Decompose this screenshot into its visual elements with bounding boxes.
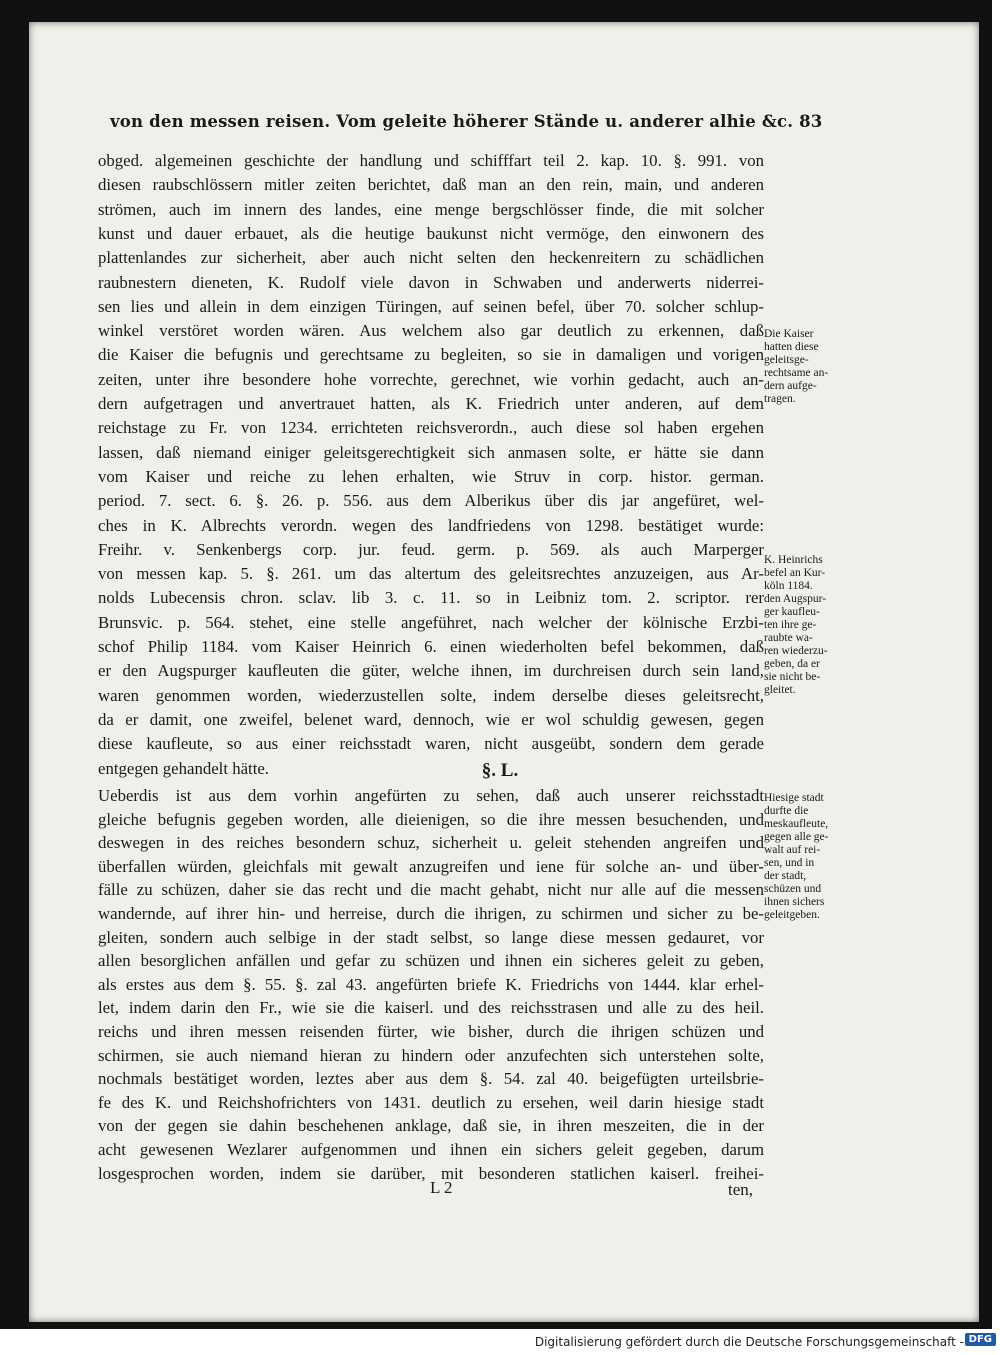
section-line: deswegen in des reiches besondern schuz, sicherheit u. geleit stehenden angreifen und: [98, 833, 764, 853]
section-line: überfallen würden, gleichfals mit gewalt anzugreifen und iene für solche an- und über-: [98, 856, 764, 876]
section-line: allen besorglichen anfällen und gefar zu schüzen und ihnen ein sicheres geleit zu geben,: [98, 951, 764, 971]
section-line: reichs und ihren messen reisenden fürter, wie bisher, durch die ihrigen schüzen und: [98, 1022, 764, 1041]
margin-note-line: sie nicht be-: [764, 671, 821, 683]
body-line: von messen kap. 5. §. 261. um das altertum des geleitsrechtes anzuzeigen, aus Ar-: [98, 564, 764, 584]
section-line: nochmals bestätiget worden, leztes aber aus dem §. 54. zal 40. beigefügten urteilsbrie-: [98, 1069, 764, 1089]
body-line: lassen, daß niemand einiger geleitsgerechtigkeit sich anmasen solte, er hätte sie dann: [98, 442, 764, 462]
body-line: schof Philip 1184. vom Kaiser Heinrich 6. einen wiederholten befel bekommen, daß: [98, 637, 764, 656]
body-line: waren genommen worden, wiederzustellen solte, indem derselbe dieses geleitsrecht,: [98, 685, 764, 705]
margin-note-line: ren wiederzu-: [764, 645, 828, 657]
margin-note-line: köln 1184.: [764, 580, 813, 592]
margin-note-line: ger kaufleu-: [764, 606, 820, 618]
margin-note-line: Die Kaiser: [764, 328, 814, 340]
margin-note-line: dern aufge-: [764, 380, 817, 392]
body-line: diese kaufleute, so aus einer reichsstadt waren, nicht ausgeübt, sondern dem gerade: [98, 734, 764, 754]
margin-note-line: tragen.: [764, 393, 796, 405]
body-line: vom Kaiser und reiche zu lehen erhalten, wie Struv in corp. histor. german.: [98, 466, 764, 486]
running-head: von den messen reisen. Vom geleite höherer Stände u. anderer alhie &c. 83: [110, 112, 823, 131]
margin-note-line: rechtsame an-: [764, 367, 829, 379]
body-line: strömen, auch im innern des landes, eine menge bergschlösser finde, die mit solcher: [98, 199, 764, 219]
margin-note-heinrich-befel: [764, 554, 848, 697]
margin-note-line: schüzen und: [764, 883, 822, 895]
margin-note-line: K. Heinrichs: [764, 554, 823, 566]
margin-note-hiesige-stadt: [764, 792, 848, 922]
body-line: nolds Lubecensis chron. sclav. lib 3. c. 11. so in Leibniz tom. 2. scriptor. rer: [98, 588, 764, 608]
section-line: fälle zu schüzen, daher sie das recht und die macht gehabt, nicht nur alle auf die messen: [98, 880, 764, 900]
margin-note-line: ten ihre ge-: [764, 619, 817, 631]
section-line: von der gegen sie dahin beschehenen anklage, daß sie, in ihren meszeiten, die in der: [98, 1116, 764, 1136]
section-line: gleiten, sondern auch selbige in der stadt selbst, so lange diese messen gedauret, vor: [98, 927, 764, 947]
margin-note-line: den Augspur-: [764, 593, 827, 605]
footer-credit: Digitalisierung gefördert durch die Deutsche Forschungsgemeinschaft -: [534, 1335, 964, 1349]
body-line: da er damit, one zweifel, belenet ward, dennoch, wie er wol schuldig gewesen, gegen: [98, 709, 764, 729]
margin-note-line: der stadt,: [764, 870, 807, 882]
margin-note-line: geleitsge-: [764, 354, 809, 366]
body-line: winkel verstöret worden wären. Aus welchem also gar deutlich zu erkennen, daß: [98, 321, 764, 341]
margin-note-line: geleitgeben.: [764, 909, 820, 921]
section-line: losgesprochen worden, indem sie darüber, mit besonderen statlichen kaiserl. freihei-: [98, 1163, 764, 1183]
body-line: plattenlandes zur sicherheit, aber auch nicht selten den heckenreitern zu schädlichen: [98, 248, 764, 268]
body-line: ches in K. Albrechts verordn. wegen des landfriedens von 1298. bestätiget wurde:: [98, 515, 764, 535]
margin-note-line: Hiesige stadt: [764, 792, 824, 804]
body-line: entgegen gehandelt hätte.: [98, 758, 269, 778]
body-line: kunst und dauer erbauet, als die heutige baukunst nicht vermöge, den einwonern des: [98, 223, 764, 243]
body-line: die Kaiser die befugnis und gerechtsame zu begleiten, so sie in damaligen und vorigen: [98, 345, 764, 365]
body-line: diesen raubschlössern mitler zeiten berichtet, daß man an den rein, main, und anderen: [98, 175, 764, 195]
margin-note-line: sen, und in: [764, 857, 815, 869]
section-line: schirmen, sie auch niemand hieran zu hindern oder anzufechten sich unterstehen solte,: [98, 1045, 764, 1065]
section-line: gleiche befugnis gegeben worden, alle dieienigen, so die ihre messen besuchenden, und: [98, 809, 764, 829]
margin-note-line: meskaufleute,: [764, 818, 829, 830]
margin-note-line: walt auf rei-: [764, 844, 821, 856]
margin-note-line: geben, da er: [764, 658, 820, 670]
body-line: sen lies und allein in dem einzigen Türingen, auf seinen befel, über 70. solcher schlup-: [98, 296, 764, 316]
body-line: obged. algemeinen geschichte der handlung und schifffart teil 2. kap. 10. §. 991. von: [98, 151, 764, 170]
margin-note-line: raubte wa-: [764, 632, 813, 644]
body-line: reichstage zu Fr. von 1234. errichteten reichsverordn., auch diese sol haben ergehen: [98, 418, 764, 438]
margin-note-line: gegen alle ge-: [764, 831, 829, 843]
body-line: dern aufgetragen und anvertrauet hatten, als K. Friedrich unter anderen, auf dem: [98, 394, 764, 413]
section-line: acht gewesenen Wezlarer aufgenommen und ihnen ein sichers geleit gegeben, darum: [98, 1140, 764, 1159]
body-line: zeiten, unter ihre besondere hohe vorrechte, gerechnet, wie vorhin gedacht, auch an-: [98, 369, 764, 389]
body-line: Freihr. v. Senkenbergs corp. jur. feud. germ. p. 569. als auch Marperger: [98, 539, 764, 559]
body-line: raubnestern dieneten, K. Rudolf viele davon in Schwaben und anderwerts niderrei-: [98, 272, 764, 292]
margin-note-line: ihnen sichers: [764, 896, 825, 908]
margin-note-line: hatten diese: [764, 341, 819, 353]
catchword: ten,: [728, 1180, 754, 1199]
margin-note-line: durfte die: [764, 805, 809, 817]
margin-note-kaiser-geleit: [764, 328, 848, 406]
body-line: Brunsvic. p. 564. stehet, eine stelle angeführet, nach welcher der kölnische Erzbi-: [98, 612, 764, 632]
signature-mark: L 2: [430, 1178, 453, 1197]
body-line: period. 7. sect. 6. §. 26. p. 556. aus dem Alberikus über dis jar angefüret, wel-: [98, 491, 764, 511]
section-line: als erstes aus dem §. 55. §. zal 43. angefürten briefe K. Friedrichs von 1444. klar erhel-: [98, 974, 764, 994]
section-title: §. L.: [481, 760, 519, 781]
body-line: er den Augspurger kaufleuten die güter, welche ihnen, im durchreisen durch sein land,: [98, 661, 764, 681]
margin-note-line: befel an Kur-: [764, 567, 826, 579]
dfg-logo: DFG: [965, 1333, 996, 1346]
section-line: wandernde, auf ihrer hin- und herreise, durch die ihrigen, zu schirmen und sicher zu be-: [98, 904, 764, 923]
margin-note-line: gleitet.: [764, 684, 796, 696]
section-line: fe des K. und Reichshofrichters von 1431. deutlich zu ersehen, weil darin hiesige stadt: [98, 1092, 764, 1112]
section-line: let, indem darin den Fr., wie sie die kaiserl. und des reichsstrasen und alle zu des heil.: [98, 998, 764, 1018]
section-line: Ueberdis ist aus dem vorhin angefürten zu sehen, daß auch unserer reichsstadt: [98, 786, 764, 805]
